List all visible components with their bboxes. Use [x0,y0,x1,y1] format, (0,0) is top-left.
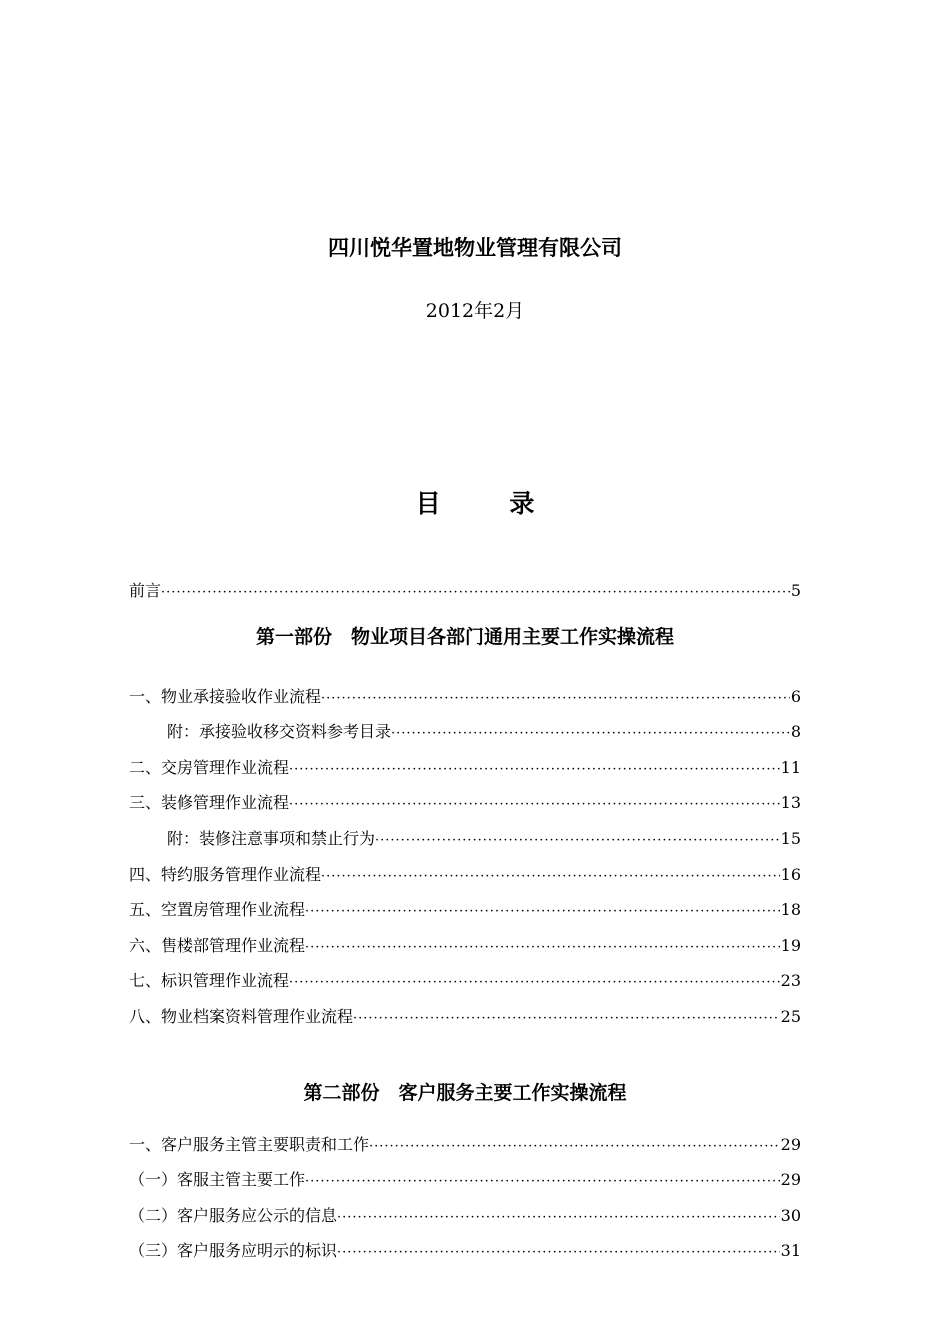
toc-entry[interactable] [129,751,801,787]
part1-heading: 第一部份 物业项目各部门通用主要工作实操流程 [255,625,674,648]
toc-entry-page: 11 [780,757,801,777]
toc-entry-preface[interactable] [129,574,801,610]
toc-entry-label: 附：承接验收移交资料参考目录 [167,722,392,742]
toc-entry-label: 四、特约服务管理作业流程 [129,864,322,884]
toc-entry-page: 25 [780,1006,801,1026]
toc-entry[interactable] [129,1000,801,1036]
toc-entry-page: 29 [780,1134,801,1154]
toc-entry-label: 七、标识管理作业流程 [129,971,290,991]
toc-entry[interactable] [129,893,801,929]
toc-entry-page: 16 [780,864,801,884]
part2-heading: 第二部份 客户服务主要工作实操流程 [303,1081,627,1104]
toc-entry-page: 29 [780,1170,801,1190]
toc-entry-label: 六、售楼部管理作业流程 [129,935,306,955]
toc-entry-label: 一、客户服务主管主要职责和工作 [129,1134,370,1154]
toc-entry-label: 二、交房管理作业流程 [129,757,290,777]
dot-leader [305,931,780,965]
toc-entry[interactable] [129,1234,801,1270]
toc-entry-label: （二）客户服务应公示的信息 [129,1205,338,1225]
toc-entry[interactable] [129,1199,801,1235]
dot-leader [321,682,790,716]
toc-entry-label: 五、空置房管理作业流程 [129,900,306,920]
toc-entry-label: （一）客服主管主要工作 [129,1170,306,1190]
toc-title: 目 录 [415,489,565,518]
toc-entry-page: 18 [780,900,801,920]
document-date: 2012年2月 [425,300,525,322]
company-name: 四川悦华置地物业管理有限公司 [328,235,622,260]
toc-entry-label: 附：装修注意事项和禁止行为 [167,828,376,848]
toc-entry[interactable] [129,964,801,1000]
toc-entry[interactable] [129,786,801,822]
dot-leader [337,1236,780,1270]
dot-leader [337,1201,780,1235]
dot-leader [353,1002,780,1036]
toc-entry-label: 八、物业档案资料管理作业流程 [129,1006,354,1026]
toc-entry-page: 13 [780,793,801,813]
toc-entry-label: （三）客户服务应明示的标识 [129,1241,338,1261]
toc-entry[interactable] [129,929,801,965]
toc-entry[interactable] [129,858,801,894]
toc-entry-appendix[interactable] [129,715,801,751]
dot-leader [391,717,790,751]
toc-entry-page: 8 [790,722,801,742]
dot-leader [289,753,780,787]
toc-entry-page: 23 [780,971,801,991]
toc-entry-page: 31 [780,1241,801,1261]
toc-entry-label: 一、物业承接验收作业流程 [129,686,322,706]
toc-entry[interactable] [129,680,801,716]
toc-entry[interactable] [129,1128,801,1164]
toc-entry-appendix[interactable] [129,822,801,858]
dot-leader [289,966,780,1000]
table-of-contents [129,574,801,1270]
dot-leader [375,824,780,858]
toc-entry-page: 19 [780,935,801,955]
toc-entry-page: 6 [790,686,801,706]
toc-entry-label: 三、装修管理作业流程 [129,793,290,813]
dot-leader [369,1130,780,1164]
dot-leader [161,576,790,610]
toc-entry-page: 5 [790,581,801,600]
toc-entry-page: 15 [780,828,801,848]
dot-leader [305,895,780,929]
toc-entry[interactable] [129,1163,801,1199]
dot-leader [305,1165,780,1199]
toc-entry-label: 前言 [129,581,162,600]
dot-leader [289,788,780,822]
toc-entry-page: 30 [780,1205,801,1225]
dot-leader [321,860,780,894]
